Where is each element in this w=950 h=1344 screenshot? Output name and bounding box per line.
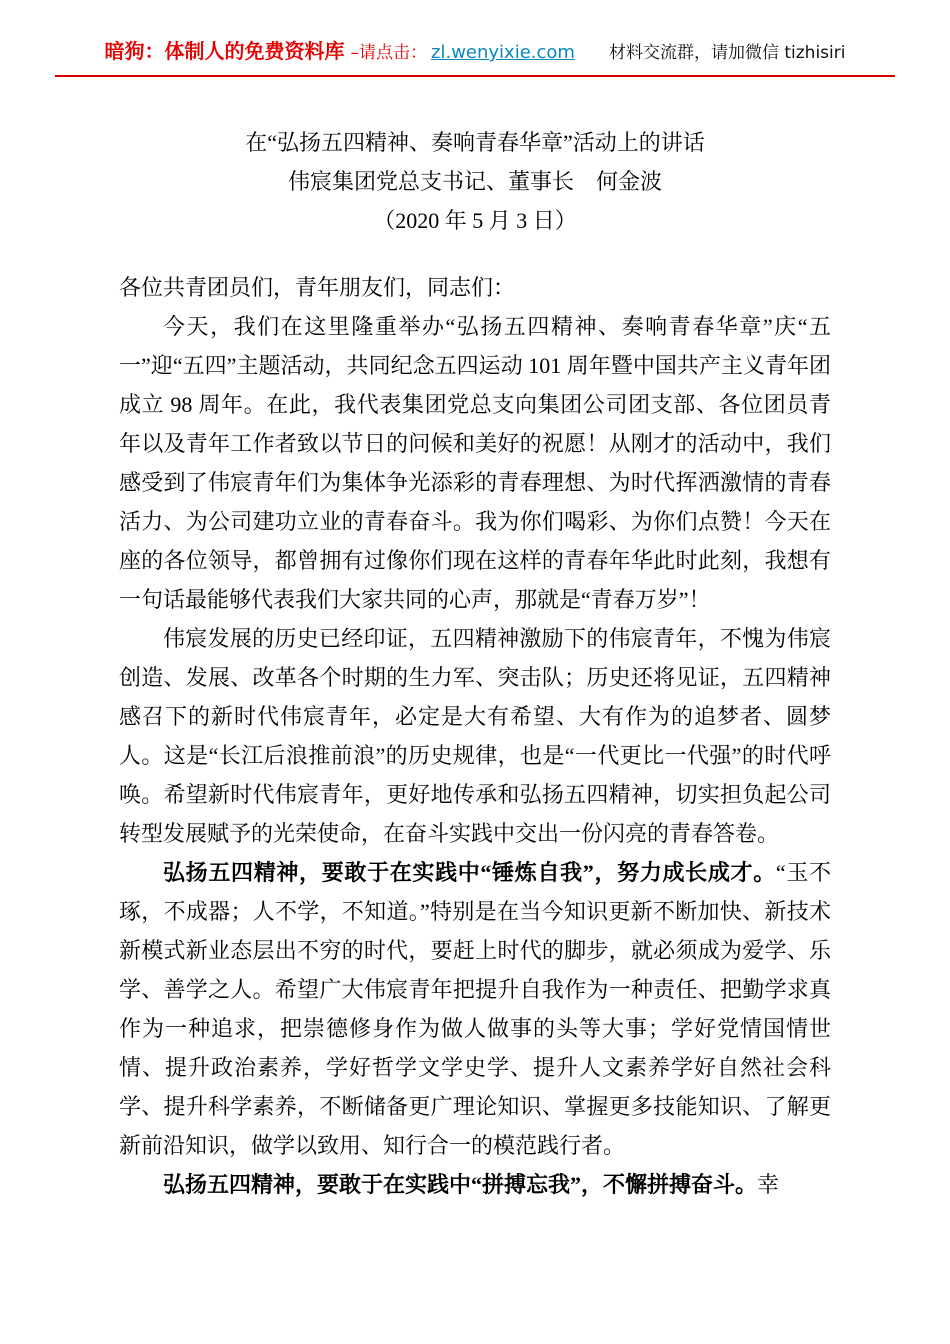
doc-author-line: 伟宸集团党总支书记、董事长 何金波 xyxy=(287,169,662,194)
doc-title: 在“弘扬五四精神、奏响青春华章”活动上的讲话 xyxy=(245,130,705,155)
banner-divider xyxy=(55,75,895,77)
doc-date-line: （2020 年 5 月 3 日） xyxy=(373,208,577,233)
paragraph xyxy=(119,307,831,619)
paragraph-text: 今天，我们在这里隆重举办“弘扬五四精神、奏响青春华章”庆“五一”迎“五四”主题活动，共同纪念五四运动 101 周年暨中国共产主义青年团成立 98 周年。在此，我代表集团党总支向集团公司团支部、各位团员青年以及青年工作者致以节日的问候和美好的祝愿！从刚才的活动中，我们感受到了伟宸青年们为集体争光添彩的青春理想、为时代挥洒激情的青春活力、为公司建功立业的青春奋斗。我为你们喝彩、为你们点赞！今天在座的各位领导，都曾拥有过像你们现在这样的青春年华此时此刻，我想有一句话最能够代表我们大家共同的心声，那就是“青春万岁”！ xyxy=(119,314,831,612)
paragraph-text: 伟宸发展的历史已经印证，五四精神激励下的伟宸青年，不愧为伟宸创造、发展、改革各个时期的生力军、突击队；历史还将见证，五四精神感召下的新时代伟宸青年，必定是大有希望、大有作为的追梦者、圆梦人。这是“长江后浪推前浪”的历史规律，也是“一代更比一代强”的时代呼唤。希望新时代伟宸青年，更好地传承和弘扬五四精神，切实担负起公司转型发展赋予的光荣使命，在奋斗实践中交出一份闪亮的青春答卷。 xyxy=(119,626,831,846)
promo-brand: 暗狗：体制人的免费资料库 xyxy=(104,39,345,63)
promo-note: 材料交流群，请加微信 tizhisiri xyxy=(608,43,846,63)
salutation: 各位共青团员们，青年朋友们，同志们： xyxy=(119,275,516,300)
paragraph-text: 幸 xyxy=(757,1172,780,1197)
promo-link[interactable]: zl.wenyixie.com xyxy=(431,42,575,63)
paragraph-lead: 弘扬五四精神，要敢于在实践中“锤炼自我”，努力成长成才。 xyxy=(163,860,776,885)
paragraph xyxy=(119,853,831,1165)
paragraph xyxy=(119,1165,831,1204)
promo-prompt: –请点击： xyxy=(350,43,428,63)
paragraph-lead: 弘扬五四精神，要敢于在实践中“拼搏忘我”，不懈拼搏奋斗。 xyxy=(163,1172,758,1197)
paragraph xyxy=(119,619,831,853)
document-body xyxy=(119,123,831,1204)
promo-banner xyxy=(0,0,950,67)
paragraph-text: “玉不琢，不成器；人不学，不知道。”特别是在当今知识更新不断加快、新技术新模式新业态层出不穷的时代，要赶上时代的脚步，就必须成为爱学、乐学、善学之人。希望广大伟宸青年把提升自我作为一种责任、把勤学求真作为一种追求，把崇德修身作为做人做事的头等大事；学好党情国情世情、提升政治素养，学好哲学文学史学、提升人文素养学好自然社会科学、提升科学素养，不断储备更广理论知识、掌握更多技能知识、了解更新前沿知识，做学以致用、知行合一的模范践行者。 xyxy=(119,860,831,1158)
